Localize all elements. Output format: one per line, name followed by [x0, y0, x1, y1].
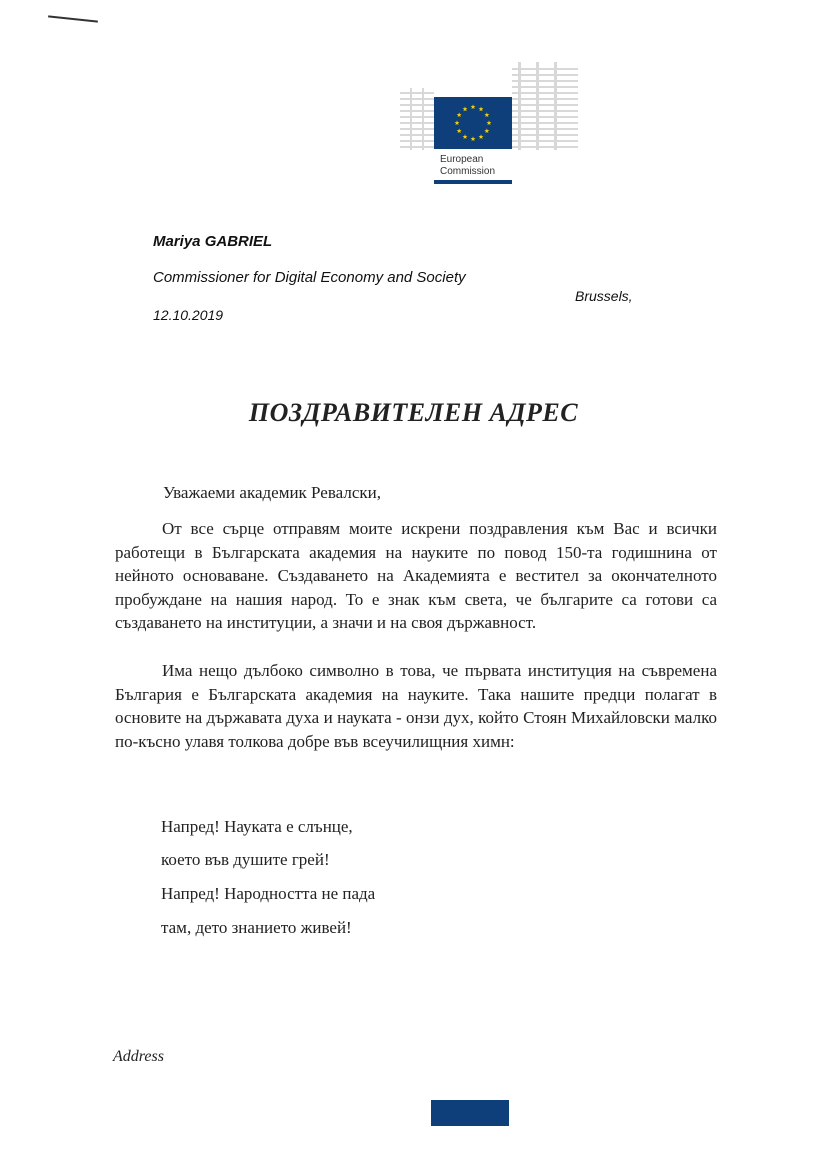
logo-underline: [434, 180, 512, 184]
european-commission-logo: [400, 62, 578, 184]
logo-caption: [440, 154, 495, 178]
corner-pen-mark: [48, 15, 98, 22]
letter-date: 12.10.2019: [153, 307, 224, 323]
document-title: ПОЗДРАВИТЕЛЕН АДРЕС: [248, 398, 579, 427]
body-paragraph-1: От все сърце отправям моите искрени поздравления към Вас и всички работещи в Българската академия на науките по повод 150-та годишнина от нейното основаване. Създаването на Академията е вестител за окончателното пробуждане на нашия народ. То е знак към света, че българите са готови са създаването на институции, а значи и на своя държавност.: [115, 519, 717, 632]
verse-line-1: Напред! Науката е слънце,: [161, 817, 353, 836]
sender-role: Commissioner for Digital Economy and Society: [153, 269, 466, 286]
verse-line-4: там, дето знанието живей!: [161, 918, 352, 937]
logo-line-2: Commission: [440, 166, 496, 177]
salutation: Уважаеми академик Ревалски,: [163, 483, 381, 502]
footer-blue-bar: [431, 1100, 509, 1126]
sender-name: Mariya GABRIEL: [153, 233, 273, 250]
logo-line-1: European: [440, 154, 484, 165]
letter-place: Brussels,: [575, 288, 633, 304]
verse-line-2: което във душите грей!: [161, 850, 330, 869]
eu-flag-icon: [434, 97, 512, 149]
footer-address-label: Address: [113, 1048, 164, 1065]
verse-line-3: Напред! Народността не пада: [161, 884, 376, 903]
body-paragraph-2: Има нещо дълбоко символно в това, че първата институция на съвремена България е Българската академия на науките. Така нашите предци полагат в основите на държавата духа и науката - онзи дух, който Стоян Михайловски малко по-късно улавя толкова добре във всеучилищния химн:: [115, 661, 717, 751]
